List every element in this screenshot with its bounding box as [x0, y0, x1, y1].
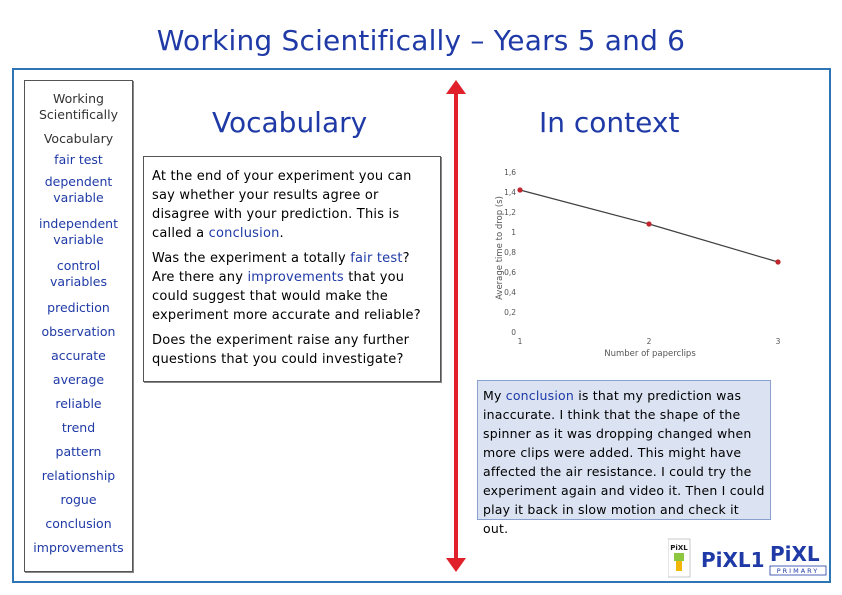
- pixl-primary-text: PiXL: [770, 542, 820, 566]
- vocab-item: dependent variable: [44, 174, 113, 205]
- data-point: [775, 259, 780, 264]
- text: that you could suggest that would make the experiment more accurate and reliable?: [152, 270, 421, 323]
- y-tick-label: 0,6: [504, 268, 516, 277]
- x-tick-label: 1: [517, 337, 523, 346]
- y-tick-label: 0,2: [504, 308, 516, 317]
- vocab-item: control variables: [50, 258, 107, 289]
- vocabulary-list: [25, 152, 132, 560]
- vocab-item: independent variable: [38, 216, 119, 247]
- data-point: [517, 187, 522, 192]
- sidebar-subheading: Vocabulary: [43, 131, 114, 146]
- line-chart: [490, 160, 790, 360]
- y-tick-label: 1,4: [504, 188, 516, 197]
- vocab-item: fair test: [54, 152, 103, 167]
- pixl-primary-logo: [770, 542, 826, 575]
- conclusion-box: [477, 380, 771, 536]
- explanation-textbox: [143, 156, 441, 382]
- sidebar-heading: Working Scientifically: [38, 91, 119, 122]
- vocab-item: trend: [61, 420, 96, 435]
- y-axis-ticks: [504, 168, 516, 337]
- vocab-item: rogue: [60, 492, 97, 507]
- paragraph-further-questions: Does the experiment raise any further questions that you could investigate?: [152, 333, 410, 367]
- vocab-item: accurate: [51, 348, 106, 363]
- pixl1-logo: [701, 548, 765, 572]
- vocab-item: prediction: [47, 300, 110, 315]
- vocab-item: relationship: [41, 468, 116, 483]
- text: ? Are there any: [152, 251, 410, 285]
- y-axis-label: Average time to drop (s): [495, 196, 505, 300]
- x-tick-label: 3: [775, 337, 781, 346]
- paragraph-conclusion: [144, 167, 440, 243]
- vocab-item: conclusion: [45, 516, 112, 531]
- double-arrow-icon: [446, 80, 466, 572]
- data-markers: [517, 187, 780, 264]
- text: At the end of your experiment you can say whether your results agree or disagree with your prediction. This is called a: [152, 169, 412, 241]
- pixl-logos: [668, 537, 828, 581]
- data-point: [646, 221, 651, 226]
- primary-subtext: PRIMARY: [776, 567, 820, 575]
- keyword-conclusion: conclusion: [208, 226, 280, 241]
- y-tick-label: 1,6: [504, 168, 516, 177]
- x-axis-label: Number of paperclips: [604, 349, 696, 359]
- keyword-conclusion: conclusion: [505, 388, 575, 403]
- vocab-item: pattern: [55, 444, 102, 459]
- y-tick-label: 1,2: [504, 208, 516, 217]
- x-axis-ticks: [518, 337, 781, 346]
- page-title: Working Scientifically – Years 5 and 6: [156, 24, 686, 57]
- keyword-fair-test: fair test: [350, 251, 403, 266]
- text: .: [279, 226, 284, 241]
- vocab-item: average: [52, 372, 105, 387]
- vocab-item: observation: [41, 324, 116, 339]
- y-tick-label: 0,4: [504, 288, 516, 297]
- text: is that my prediction was inaccurate. I think that the shape of the spinner as it was dropping changed when more clips were added. This might have affected the air resistance. I could try the experiment again and video it. Then I could play it back in slow motion and check it out.: [483, 388, 765, 536]
- y-tick-label: 0: [511, 328, 516, 337]
- y-tick-label: 1: [511, 228, 516, 237]
- pixl1-text: PiXL1: [701, 548, 765, 572]
- text: My: [483, 388, 506, 403]
- vocabulary-sidebar: [24, 80, 133, 572]
- pixl-badge-logo: [668, 539, 690, 577]
- x-tick-label: 2: [646, 337, 652, 346]
- text: Was the experiment a totally: [152, 251, 351, 266]
- vocab-item: improvements: [33, 540, 124, 555]
- vocabulary-heading: Vocabulary: [212, 106, 368, 139]
- vocab-item: reliable: [55, 396, 102, 411]
- keyword-improvements: improvements: [247, 270, 344, 285]
- badge-text: PiXL: [670, 544, 688, 552]
- y-tick-label: 0,8: [504, 248, 516, 257]
- paragraph-fair-test: [144, 249, 440, 325]
- in-context-heading: In context: [539, 106, 680, 139]
